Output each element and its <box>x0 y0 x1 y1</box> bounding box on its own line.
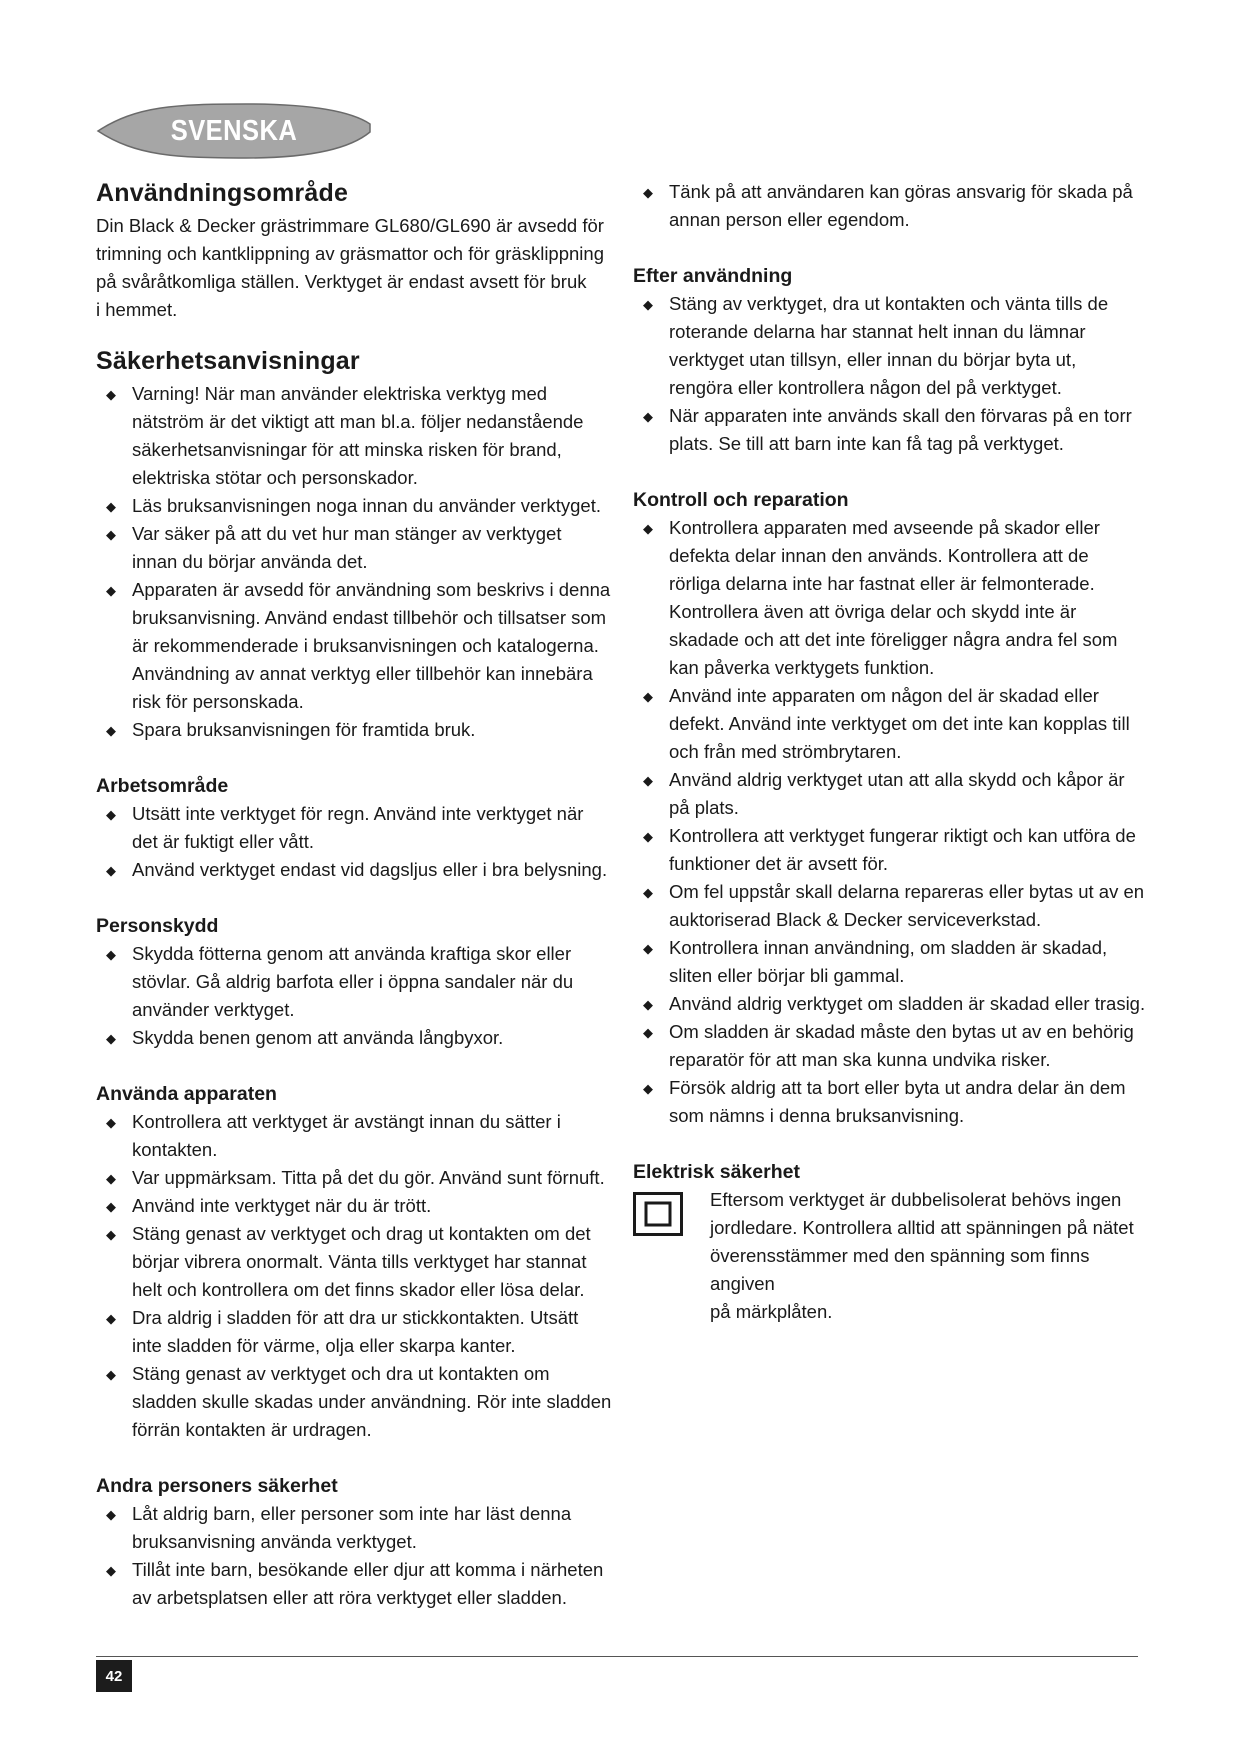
list-item-line: Stäng genast av verktyget och drag ut kontakten om det <box>132 1223 591 1244</box>
liability-list <box>633 178 1153 234</box>
language-tab <box>96 102 372 160</box>
list-item <box>96 1108 616 1164</box>
list-item-line: Dra aldrig i sladden för att dra ur stickkontakten. Utsätt <box>132 1307 579 1328</box>
list-item-line: Använd aldrig verktyget utan att alla skydd och kåpor är <box>669 769 1125 790</box>
list-item-line: använder verktyget. <box>132 999 295 1020</box>
bullet-icon: ◆ <box>106 1507 116 1522</box>
list-item-line: Kontrollera även att övriga delar och skydd inte är <box>669 601 1077 622</box>
list-item-line: När apparaten inte används skall den förvaras på en torr <box>669 405 1132 426</box>
bullet-icon: ◆ <box>106 863 116 878</box>
list-item-line: Använd inte verktyget när du är trött. <box>132 1195 432 1216</box>
list-item <box>96 1304 616 1360</box>
bullet-icon: ◆ <box>643 521 653 536</box>
list-item-line: elektriska stötar och personskador. <box>132 467 418 488</box>
list-item <box>633 766 1153 822</box>
list-item <box>633 178 1153 234</box>
inspection-heading: Kontroll och reparation <box>633 489 849 511</box>
personal-safety-list <box>96 940 616 1052</box>
list-item-line: bruksanvisning använda verktyget. <box>132 1531 417 1552</box>
list-item-line: Var uppmärksam. Titta på det du gör. Använd sunt förnuft. <box>132 1167 605 1188</box>
list-item-line: är rekommenderade i bruksanvisningen och katalogerna. <box>132 635 599 656</box>
list-item-line: Tänk på att användaren kan göras ansvarig för skada på <box>669 181 1133 202</box>
list-item-line: säkerhetsanvisningar för att minska risken för brand, <box>132 439 562 460</box>
bullet-icon: ◆ <box>106 1227 116 1242</box>
text-line: på svåråtkomliga ställen. Verktyget är endast avsett för bruk <box>96 271 587 292</box>
list-item-line: Utsätt inte verktyget för regn. Använd inte verktyget när <box>132 803 584 824</box>
list-item-line: av arbetsplatsen eller att röra verktyget eller sladden. <box>132 1587 567 1608</box>
list-item-line: stövlar. Gå aldrig barfota eller i öppna sandaler när du <box>132 971 574 992</box>
list-item-line: börjar vibrera onormalt. Vänta tills verktyget har stannat <box>132 1251 587 1272</box>
list-item-line: kontakten. <box>132 1139 218 1160</box>
list-item-line: Försök aldrig att ta bort eller byta ut andra delar än dem <box>669 1077 1126 1098</box>
double-insulation-icon <box>633 1192 683 1236</box>
list-item <box>633 1018 1153 1074</box>
list-item <box>633 682 1153 766</box>
list-item-line: annan person eller egendom. <box>669 209 910 230</box>
footer-rule <box>96 1656 1138 1657</box>
list-item-line: verktyget utan tillsyn, eller innan du börjar byta ut, <box>669 349 1077 370</box>
bullet-icon: ◆ <box>106 1311 116 1326</box>
list-item <box>633 514 1153 682</box>
bullet-icon: ◆ <box>106 527 116 542</box>
list-item <box>96 1220 616 1304</box>
bullet-icon: ◆ <box>106 583 116 598</box>
list-item <box>96 576 616 716</box>
list-item-line: sladden skulle skadas under användning. Rör inte sladden <box>132 1391 612 1412</box>
bullet-icon: ◆ <box>643 689 653 704</box>
text-line: jordledare. Kontrollera alltid att spänningen på nätet <box>710 1217 1134 1238</box>
bullet-icon: ◆ <box>643 185 653 200</box>
list-item-line: Stäng genast av verktyget och dra ut kontakten om <box>132 1363 550 1384</box>
bullet-icon: ◆ <box>643 997 653 1012</box>
bullet-icon: ◆ <box>643 885 653 900</box>
list-item-line: förrän kontakten är urdragen. <box>132 1419 372 1440</box>
list-item-line: Spara bruksanvisningen för framtida bruk. <box>132 719 476 740</box>
list-item <box>633 290 1153 402</box>
list-item-line: funktioner det är avsett för. <box>669 853 889 874</box>
after-use-heading: Efter användning <box>633 265 793 287</box>
list-item <box>633 934 1153 990</box>
electrical-heading: Elektrisk säkerhet <box>633 1161 800 1183</box>
text-line: trimning och kantklippning av gräsmattor och för gräsklippning <box>96 243 604 264</box>
others-safety-list <box>96 1500 616 1612</box>
bullet-icon: ◆ <box>643 409 653 424</box>
text-line: på märkplåten. <box>710 1301 833 1322</box>
text-line: i hemmet. <box>96 299 178 320</box>
list-item-line: Användning av annat verktyg eller tillbehör kan innebära <box>132 663 593 684</box>
list-item <box>96 1024 616 1052</box>
list-item-line: risk för personskada. <box>132 691 304 712</box>
list-item-line: Kontrollera att verktyget är avstängt innan du sätter i <box>132 1111 561 1132</box>
list-item-line: Varning! När man använder elektriska verktyg med <box>132 383 548 404</box>
list-item <box>633 878 1153 934</box>
list-item-line: Om fel uppstår skall delarna repareras eller bytas ut av en <box>669 881 1145 902</box>
bullet-icon: ◆ <box>106 499 116 514</box>
list-item-line: Om sladden är skadad måste den bytas ut av en behörig <box>669 1021 1134 1042</box>
bullet-icon: ◆ <box>106 723 116 738</box>
list-item-line: inte sladden för värme, olja eller skarpa kanter. <box>132 1335 516 1356</box>
bullet-icon: ◆ <box>643 829 653 844</box>
bullet-icon: ◆ <box>106 807 116 822</box>
list-item-line: Använd verktyget endast vid dagsljus eller i bra belysning. <box>132 859 608 880</box>
left-column <box>96 178 616 1612</box>
right-column <box>633 178 1153 1326</box>
bullet-icon: ◆ <box>106 1115 116 1130</box>
electrical-block <box>633 1186 1153 1326</box>
list-item <box>96 856 616 884</box>
bullet-icon: ◆ <box>106 947 116 962</box>
list-item <box>633 402 1153 458</box>
list-item-line: helt och kontrollera om det finns skador eller lösa delar. <box>132 1279 585 1300</box>
list-item-line: Kontrollera apparaten med avseende på skador eller <box>669 517 1100 538</box>
list-item <box>96 940 616 1024</box>
bullet-icon: ◆ <box>643 1025 653 1040</box>
bullet-icon: ◆ <box>106 387 116 402</box>
list-item-line: skadade och att det inte föreligger några andra fel som <box>669 629 1118 650</box>
list-item-line: Apparaten är avsedd för användning som beskrivs i denna <box>132 579 611 600</box>
text-line: Eftersom verktyget är dubbelisolerat behövs ingen <box>710 1189 1122 1210</box>
safety-heading: Säkerhetsanvisningar <box>96 347 360 375</box>
list-item <box>96 800 616 856</box>
list-item-line: auktoriserad Black & Decker serviceverkstad. <box>669 909 1042 930</box>
bullet-icon: ◆ <box>643 941 653 956</box>
list-item-line: och från med strömbrytaren. <box>669 741 902 762</box>
list-item <box>96 520 616 576</box>
list-item <box>633 990 1153 1018</box>
personal-safety-heading: Personskydd <box>96 915 219 937</box>
list-item-line: Kontrollera innan användning, om sladden är skadad, <box>669 937 1108 958</box>
bullet-icon: ◆ <box>643 773 653 788</box>
intended-use-heading: Användningsområde <box>96 179 349 207</box>
text-line: överensstämmer med den spänning som finns angiven <box>710 1245 1090 1294</box>
using-list <box>96 1108 616 1444</box>
list-item-line: innan du börjar använda det. <box>132 551 368 572</box>
list-item <box>96 492 616 520</box>
bullet-icon: ◆ <box>106 1199 116 1214</box>
list-item-line: plats. Se till att barn inte kan få tag på verktyget. <box>669 433 1064 454</box>
list-item <box>96 1360 616 1444</box>
intended-use-text <box>96 212 616 324</box>
list-item <box>96 1556 616 1612</box>
bullet-icon: ◆ <box>106 1367 116 1382</box>
list-item-line: Kontrollera att verktyget fungerar riktigt och kan utföra de <box>669 825 1136 846</box>
list-item-line: rörliga delarna inte har fastnat eller är felmonterade. <box>669 573 1095 594</box>
list-item-line: Läs bruksanvisningen noga innan du använder verktyget. <box>132 495 601 516</box>
list-item-line: Stäng av verktyget, dra ut kontakten och vänta tills de <box>669 293 1109 314</box>
list-item-line: Tillåt inte barn, besökande eller djur att komma i närheten <box>132 1559 604 1580</box>
inspection-list <box>633 514 1153 1130</box>
text-line: Din Black & Decker grästrimmare GL680/GL690 är avsedd för <box>96 215 604 236</box>
list-item-line: Använd aldrig verktyget om sladden är skadad eller trasig. <box>669 993 1146 1014</box>
list-item-line: reparatör för att man ska kunna undvika risker. <box>669 1049 1051 1070</box>
bullet-icon: ◆ <box>106 1563 116 1578</box>
list-item-line: sliten eller börjar bli gammal. <box>669 965 905 986</box>
list-item <box>633 1074 1153 1130</box>
list-item-line: Skydda benen genom att använda långbyxor. <box>132 1027 504 1048</box>
list-item-line: rengöra eller kontrollera någon del på verktyget. <box>669 377 1062 398</box>
after-use-list <box>633 290 1153 458</box>
list-item <box>96 1164 616 1192</box>
list-item-line: som nämns i denna bruksanvisning. <box>669 1105 965 1126</box>
list-item <box>96 716 616 744</box>
list-item-line: defekta delar innan den används. Kontrollera att de <box>669 545 1089 566</box>
bullet-icon: ◆ <box>643 1081 653 1096</box>
bullet-icon: ◆ <box>106 1031 116 1046</box>
list-item-line: kan påverka verktygets funktion. <box>669 657 935 678</box>
bullet-icon: ◆ <box>643 297 653 312</box>
list-item <box>96 380 616 492</box>
list-item <box>633 822 1153 878</box>
work-area-heading: Arbetsområde <box>96 775 229 797</box>
list-item-line: Var säker på att du vet hur man stänger av verktyget <box>132 523 562 544</box>
list-item-line: Låt aldrig barn, eller personer som inte har läst denna <box>132 1503 572 1524</box>
work-area-list <box>96 800 616 884</box>
safety-list <box>96 380 616 744</box>
list-item-line: nätström är det viktigt att man bl.a. följer nedanstående <box>132 411 584 432</box>
page-number: 42 <box>96 1660 132 1692</box>
others-safety-heading: Andra personers säkerhet <box>96 1475 338 1497</box>
list-item-line: Använd inte apparaten om någon del är skadad eller <box>669 685 1099 706</box>
language-label: SVENSKA <box>170 114 298 147</box>
list-item-line: det är fuktigt eller vått. <box>132 831 315 852</box>
list-item <box>96 1192 616 1220</box>
list-item-line: på plats. <box>669 797 739 818</box>
using-heading: Använda apparaten <box>96 1083 277 1105</box>
list-item-line: bruksanvisning. Använd endast tillbehör och tillsatser som <box>132 607 607 628</box>
list-item <box>96 1500 616 1556</box>
list-item-line: Skydda fötterna genom att använda kraftiga skor eller <box>132 943 572 964</box>
bullet-icon: ◆ <box>106 1171 116 1186</box>
list-item-line: defekt. Använd inte verktyget om det inte kan kopplas till <box>669 713 1130 734</box>
list-item-line: roterande delarna har stannat helt innan du lämnar <box>669 321 1086 342</box>
